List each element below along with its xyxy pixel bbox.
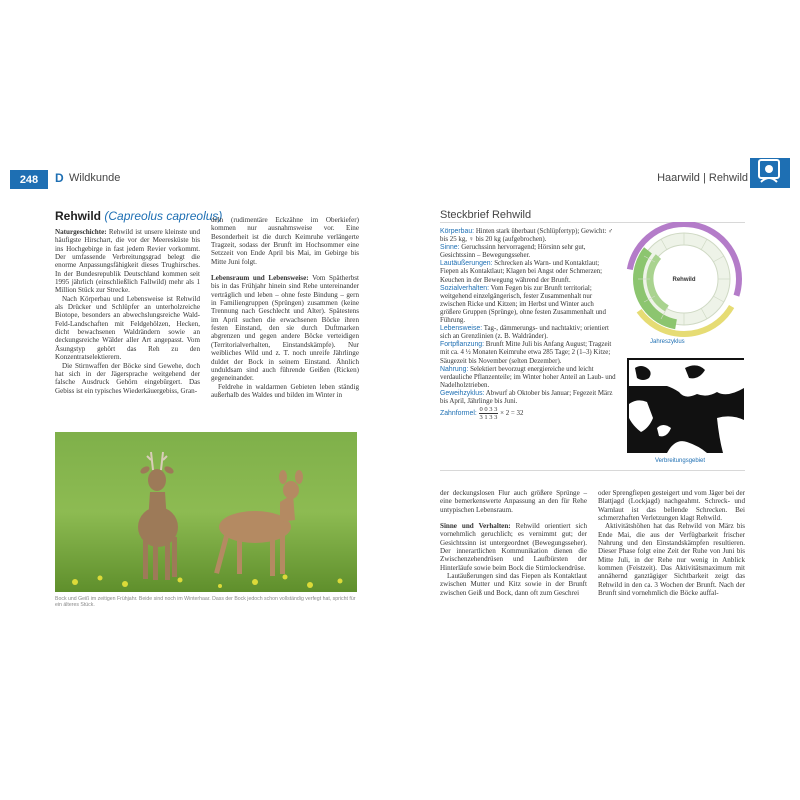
chapter-title: Wildkunde	[69, 172, 121, 184]
paragraph: Nach Körperbau und Lebensweise ist Rehwild als Drücker und Schlüpfer an unterholzreiche Biotope, besonders an abwechslungsreiche Wald-Feld-Landschaften mit Feldgehölzen, Hecken, dicht bewachsenen Waldrändern sowie an deckungsreiche Wälder aller Art angepasst. Vom Äsungstyp gehört das Reh zu den Konzentratselektierern.	[55, 294, 200, 362]
divider	[440, 470, 745, 471]
map-caption: Verbreitungsgebiet	[655, 458, 706, 464]
teeth-formula: Zahnformel: $\frac{0 0 3 3}{3 1 3 3}$ × 2 = 32	[440, 406, 524, 422]
profile-box	[440, 228, 616, 421]
profile-entry: Lautäußerungen: Schrecken als Warn- und Kontaktlaut; Fiepen als Kontaktlaut; Klagen bei Angst oder Schmerzen; Keuchen in der Bewegung während der Brunft.	[440, 260, 603, 284]
profile-title: Steckbrief Rehwild	[440, 209, 532, 221]
profile-entry: Fortpflanzung: Brunft Mitte Juli bis Anfang August; Tragzeit mit ca. 4 ½ Monaten Keimruhe etwa 285 Tage; 2 (1–3) Kitze; Säugezeit bis November (selten Dezember).	[440, 341, 612, 365]
profile-entry: Geweihzyklus: Abwurf ab Oktober bis Januar; Fegezeit März bis April, Jährlinge bis Juni.	[440, 389, 613, 405]
paragraph: oder Sprengfiepen gesteigert und vom Jäger bei der Blattjagd (Lockjagd) nachgeahmt. Schreck- und Warnlaut ist das bellende Schrecken. Bei schmerzhaften Verletzungen klagt Rehwild.	[598, 489, 745, 523]
paragraph: Aktivitätshöhen hat das Rehwild von März bis Ende Mai, die aus der Verfügbarkeit frischer Nahrung und den Einstandskämpfen resultieren. Dieser Phase folgt eine Zeit der Ruhe von Juni bis Mitte Juli, in der Rehe nur wenig in Anblick kommen (Feistzeit). Das Aktivitätsmaximum mit annähernd ganztägiger Sichtbarkeit zeigt das Rehwild in den ca. 3 Wochen der Brunft. Nach der Brunft sind vornehmlich die Böcke auffal-	[598, 522, 745, 598]
paragraph: Feldrehe in waldarmen Gebieten leben ständig außerhalb des Waldes und bilden im Winter in	[211, 382, 359, 399]
book-section-icon	[753, 158, 787, 186]
paragraph: Lautäußerungen sind das Fiepen als Kontaktlaut zwischen Mutter und Kitz sowie in der Brunft zwischen Geiß und Bock, dann oft zum Geschrei	[440, 572, 587, 597]
profile-entry: Nahrung: Selektiert bevorzugt energiereiche und leicht verdauliche Pflanzenteile; im Winter hoher Anteil an Laub- und Nadelholztrieben.	[440, 365, 616, 389]
chapter-letter: D	[55, 171, 64, 185]
paragraph: der deckungslosen Flur auch größere Sprünge – eine bemerkenswerte Anpassung an den für Rehe untypischen Lebensraum.	[440, 489, 587, 514]
text-column-3	[440, 489, 587, 597]
distribution-map	[627, 358, 744, 453]
running-head: Haarwild | Rehwild	[657, 172, 748, 184]
article-title	[55, 209, 222, 223]
profile-entry: Lebensweise: Tag-, dämmerungs- und nachtaktiv; orientiert sich an Grenzlinien (z. B. Waldränder).	[440, 325, 609, 341]
paragraph: Lebensraum und Lebensweise: Vom Spätherbst bis in das Frühjahr hinein sind Rehe untereinander verträglich und leben – ohne feste Bindung – gern in Familiengruppen (Sprüngen) zusammen (keine Trennung nach Geschlecht und Alter). Spätestens im April suchen die erwachsenen Böcke ihren festen Einstand, den sie durch Duftmarken abgrenzen und gegen andere Böcke verteidigen (Territorialverhalten, Einstandskämpfe). Nur weibliches Wild und z. T. noch unreife Jährlinge duldet der Bock in seinem Einstand. Ähnlich unduldsam sind auch führende Geißen (Ricken) gegeneinander.	[211, 274, 360, 383]
section-badge	[750, 158, 790, 188]
paragraph: Sinne und Verhalten: Rehwild orientiert sich vornehmlich geruchlich; es vernimmt gut; der Gesichtssinn ist untergeordnet (Bewegungsseher). Der innerartlichen Kommunikation dienen die Zwischenzehendrüsen und Laufbürsten der Hinterläufe sowie beim Bock die Stirnlockendrüse.	[440, 522, 587, 572]
text-column-1	[55, 228, 200, 395]
deer-photo	[55, 432, 357, 592]
cycle-caption: Jahreszyklus	[650, 339, 685, 345]
profile-entry: Körperbau: Hinten stark überbaut (Schlüpfertyp); Gewicht: ♂ bis 25 kg, ♀ bis 20 kg (aufgebrochen).	[440, 228, 614, 244]
article-title-main: Rehwild	[55, 209, 102, 223]
profile-entry: Sozialverhalten: Vom Fegen bis zur Brunft territorial; weitgehend einzelgängerisch, fester Zusammenhalt nur zwischen Ricke und Kitzen; im Herbst und Winter auch größere Gruppen (Sprünge), ohne festen Zusammenhalt und Führung.	[440, 284, 606, 325]
text-column-2	[211, 216, 359, 399]
article-title-latin: (Capreolus capreolus)	[104, 209, 223, 223]
photo-caption: Bock und Geiß im zeitigen Frühjahr. Beide sind noch im Winterhaar. Dass der Bock jedoch schon vollständig verfegt hat, spricht für ein älteres Stück.	[55, 596, 356, 609]
paragraph: Naturgeschichte: Rehwild ist unsere kleinste und häufigste Hirschart, die vor der Meeresküste bis ins Hochgebirge in fast jedem Revier vorkommt. Der umfassende Verbreitungsgrad belegt die enorme Anpassungsfähigkeit dieses Trughirsches. In der Bundesrepublik Deutschland kommen seit 1995 jährlich (einschließlich Fallwild) mehr als 1 Million Stück zur Strecke.	[55, 228, 200, 295]
paragraph: deln (rudimentäre Eckzähne im Oberkiefer) kommen nur ausnahmsweise vor. Eine Besonderheit ist die durch Keimruhe verlängerte Tragzeit, sodass der Brunft im Hochsommer eine Setzzeit von Ende April bis Mai, im Gebirge bis Mitte Juni folgt.	[211, 216, 359, 266]
text-column-4	[598, 489, 745, 597]
annual-cycle-diagram	[622, 222, 746, 340]
profile-entry: Sinne: Geruchssinn hervorragend; Hörsinn sehr gut, Gesichtssinn – Bewegungsseher.	[440, 244, 586, 260]
page-number: 248	[10, 170, 48, 189]
cycle-center-label: Rehwild	[672, 277, 696, 283]
paragraph: Die Stirnwaffen der Böcke sind Gewehe, doch hat sich in der Jägersprache weitgehend der falsche Ausdruck Gehörn eingebürgert. Das Gebiss ist ein typisches Wiederkäuergebiss, Gran-	[55, 361, 200, 395]
